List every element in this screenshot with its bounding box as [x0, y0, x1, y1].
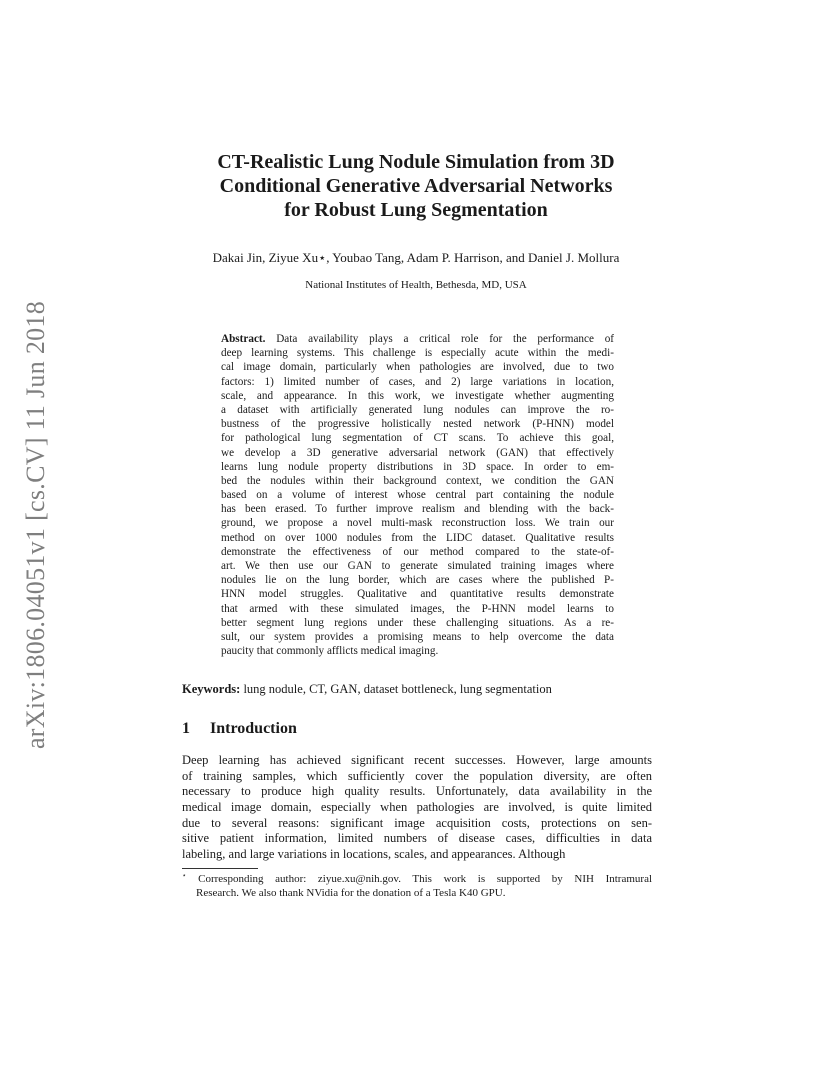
title-line-3: for Robust Lung Segmentation — [284, 199, 548, 221]
body-line: due to several reasons: significant image acquisition costs, protections on sen- — [182, 815, 652, 830]
abstract-line: paucity that commonly afflicts medical imaging. — [221, 645, 439, 658]
abstract-first-line — [221, 332, 614, 346]
section-number: 1 — [182, 720, 190, 737]
abstract-line: has been erased. To further improve realism and blending with the back- — [221, 503, 614, 516]
section-heading — [182, 720, 297, 738]
paper-title — [150, 150, 682, 222]
title-line-2: Conditional Generative Adversarial Networks — [219, 175, 613, 197]
abstract-lines — [221, 346, 614, 658]
abstract-line: that armed with these simulated images, the P-HNN model learns to — [221, 602, 614, 615]
abstract — [221, 332, 614, 658]
body-line: necessary to produce high quality results. Unfortunately, data availability in the — [182, 784, 652, 799]
footnote-marker: ⋆ — [182, 872, 187, 880]
abstract-line: art. We then use our GAN to generate simulated training images where — [221, 560, 614, 572]
abstract-line: bed the nodules within their background context, we condition the GAN — [221, 474, 614, 487]
abstract-line: nodules lie on the lung border, which are cases where the published P- — [221, 574, 614, 587]
abstract-line: we develop a 3D generative adversarial network (GAN) that effectively — [221, 446, 614, 459]
abstract-line: HNN model struggles. Qualitative and quantitative results demonstrate — [221, 588, 614, 601]
abstract-line: scale, and appearance. In this work, we investigate whether augmenting — [221, 389, 614, 402]
arxiv-identifier: arXiv:1806.04051v1 [cs.CV] 11 Jun 2018 — [21, 300, 51, 750]
body-line: labeling, and large variations in locations, scales, and appearances. Although — [182, 847, 566, 862]
abstract-line: based on a volume of interest whose central part containing the nodule — [221, 489, 614, 502]
body-line: of training samples, which sufficiently cover the population diversity, are often — [182, 768, 652, 783]
abstract-line: sult, our system provides a promising means to help overcome the data — [221, 630, 614, 643]
arxiv-side-stamp — [21, 290, 51, 760]
abstract-line: a dataset with artificially generated lung nodules can improve the ro- — [221, 403, 614, 416]
footnote-line-2: Research. We also thank NVidia for the donation of a Tesla K40 GPU. — [196, 887, 506, 899]
keywords-text: lung nodule, CT, GAN, dataset bottleneck, lung segmentation — [243, 682, 552, 696]
footnote-rule — [182, 868, 258, 869]
abstract-text: Data availability plays a critical role for the performance of — [276, 333, 614, 345]
abstract-line: for pathological lung segmentation of CT scans. To achieve this goal, — [221, 432, 614, 445]
footnote-line-1 — [182, 872, 652, 886]
title-line-1: CT-Realistic Lung Nodule Simulation from 3D — [217, 151, 615, 173]
abstract-line: bustness of the progressive holistically nested network (P-HNN) model — [221, 418, 614, 431]
body-line: sitive patient information, limited numbers of disease cases, difficulties in data — [182, 831, 652, 846]
body-line: Deep learning has achieved significant recent successes. However, large amounts — [182, 753, 652, 767]
affiliation: National Institutes of Health, Bethesda, MD, USA — [305, 279, 527, 291]
abstract-line: learns lung nodule property distributions in 3D space. In order to em- — [221, 460, 614, 473]
keywords — [182, 682, 652, 697]
abstract-line: factors: 1) limited number of cases, and 2) large variations in location, — [221, 375, 614, 388]
abstract-line: ground, we propose a novel multi-mask reconstruction loss. We train our — [221, 517, 614, 530]
keywords-label: Keywords: — [182, 682, 241, 696]
abstract-line: method on over 1000 nodules from the LIDC dataset. Qualitative results — [221, 531, 614, 544]
body-line: medical image domain, especially when pathologies are involved, is quite limited — [182, 800, 652, 815]
footnote — [182, 872, 652, 900]
abstract-line: deep learning systems. This challenge is especially acute within the medi- — [221, 347, 614, 360]
author-list: Dakai Jin, Ziyue Xu⋆, Youbao Tang, Adam P. Harrison, and Daniel J. Mollura — [212, 250, 620, 265]
body-text — [182, 753, 652, 863]
section-title: Introduction — [210, 720, 297, 737]
abstract-line: better segment lung regions under these challenging situations. As a re- — [221, 616, 614, 629]
abstract-line: cal image domain, particularly when pathologies are involved, due to two — [221, 361, 614, 374]
abstract-label: Abstract. — [221, 333, 266, 345]
footnote-text-1: Corresponding author: ziyue.xu@nih.gov. This work is supported by NIH Intramural — [198, 873, 652, 885]
abstract-line: demonstrate the effectiveness of our method compared to the state-of- — [221, 545, 614, 558]
